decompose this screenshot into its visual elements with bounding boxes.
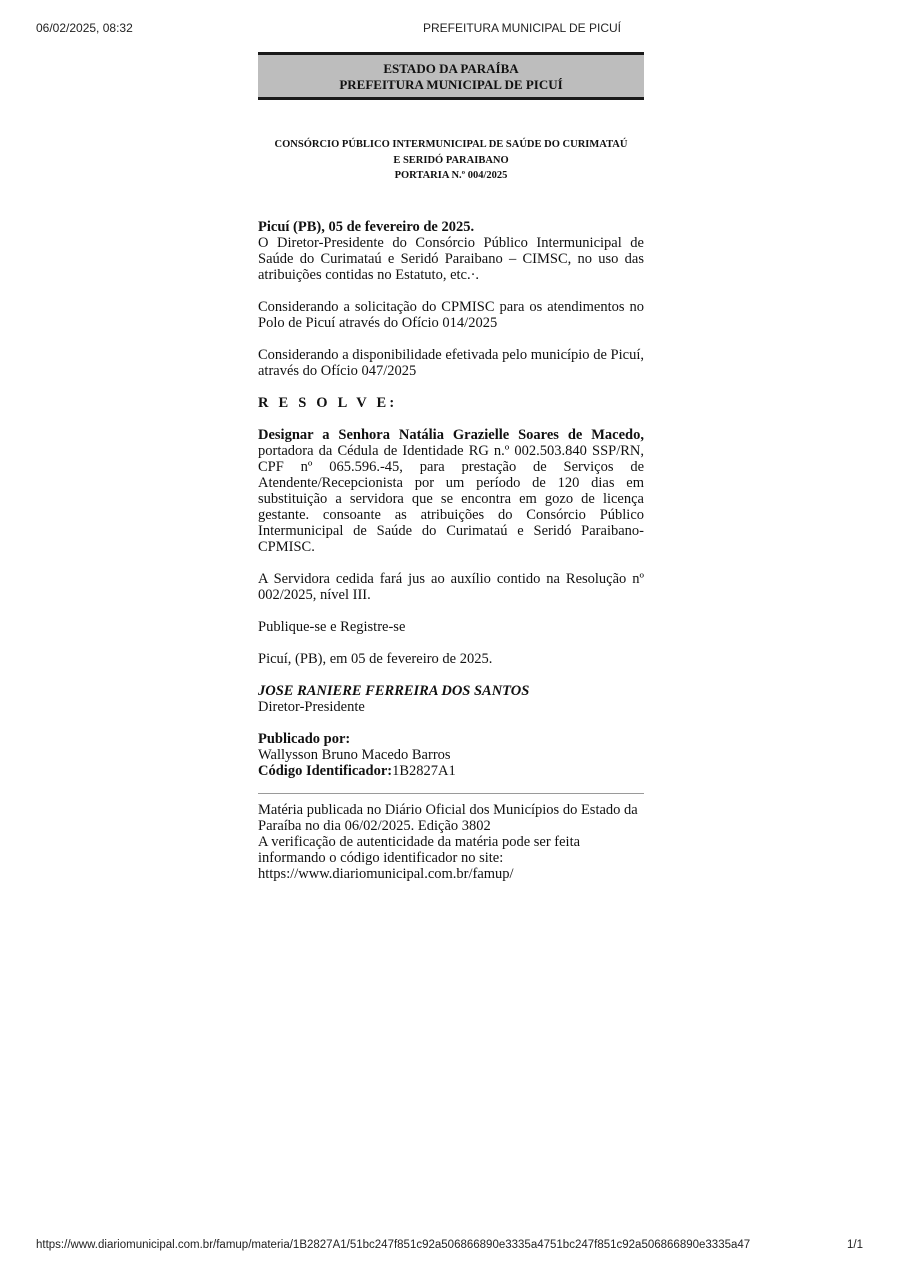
resolve-heading: R E S O L V E: [258, 395, 398, 411]
consortium-name-line1: CONSÓRCIO PÚBLICO INTERMUNICIPAL DE SAÚDE DO CURIMATAÚ [274, 139, 628, 150]
identifier-code-line [258, 763, 644, 779]
page-url: https://www.diariomunicipal.com.br/famup/materia/1B2827A1/51bc247f851c92a506866890e3335a4751bc247f851c92a506866890e3335a47 [36, 1239, 751, 1251]
publisher-name: Wallysson Bruno Macedo Barros [258, 747, 451, 763]
municipality-name: PREFEITURA MUNICIPAL DE PICUÍ [339, 77, 563, 92]
designation-text: portadora da Cédula de Identidade RG n.º 002.503.840 SSP/RN, CPF nº 065.596.-45, para prestação de Serviços de Atendente/Recepcionista por um período de 120 dias em substituição a servidora que se encontra em gozo de licença gestante. consoante as atribuições do Consórcio Público Intermunicipal de Saúde do Curimataú e Seridó Paraibano-CPMISC. [258, 443, 644, 555]
publication-note-line1: Matéria publicada no Diário Oficial dos Municípios do Estado da Paraíba no dia 06/02/2025. Edição 3802 [258, 802, 638, 834]
publique-line: Publique-se e Registre-se [258, 619, 406, 635]
publication-note [258, 802, 644, 882]
consortium-name-line2: E SERIDÓ PARAIBANO [393, 154, 509, 166]
document-body [258, 219, 644, 882]
considering-paragraph-2: Considerando a disponibilidade efetivada pelo município de Picuí, através do Ofício 047/2025 [258, 347, 644, 379]
published-by-label: Publicado por: [258, 731, 351, 747]
date-line: Picuí (PB), 05 de fevereiro de 2025. [258, 219, 475, 235]
auxilio-paragraph: A Servidora cedida fará jus ao auxílio contido na Resolução nº 002/2025, nível III. [258, 571, 644, 603]
signer-title: Diretor-Presidente [258, 699, 365, 715]
identifier-code-label: Código Identificador: [258, 763, 393, 779]
state-name: ESTADO DA PARAÍBA [383, 61, 519, 76]
page-number: 1/1 [847, 1239, 863, 1251]
print-footer [0, 1239, 900, 1255]
portaria-number: PORTARIA N.º 004/2025 [394, 170, 508, 181]
print-datetime: 06/02/2025, 08:32 [36, 21, 133, 35]
print-title: PREFEITURA MUNICIPAL DE PICUÍ [422, 21, 622, 35]
state-header-box [258, 52, 644, 100]
print-header [0, 21, 900, 37]
identifier-code: 1B2827A1 [392, 763, 456, 779]
document-title-block [258, 137, 644, 184]
designation-lead: Designar a Senhora Natália Grazielle Soares de Macedo, [258, 427, 644, 443]
designation-paragraph [258, 427, 644, 555]
publication-note-line2: A verificação de autenticidade da matéria pode ser feita informando o código identificador no site: [258, 834, 581, 866]
intro-paragraph: O Diretor-Presidente do Consórcio Público Intermunicipal de Saúde do Curimataú e Seridó Paraibano – CIMSC, no uso das atribuições contidas no Estatuto, etc.·. [258, 235, 644, 283]
verification-url: https://www.diariomunicipal.com.br/famup/ [258, 866, 514, 882]
considering-paragraph-1: Considerando a solicitação do CPMISC para os atendimentos no Polo de Picuí através do Ofício 014/2025 [258, 299, 644, 331]
signer-name: JOSE RANIERE FERREIRA DOS SANTOS [258, 683, 530, 699]
closing-date: Picuí, (PB), em 05 de fevereiro de 2025. [258, 651, 493, 667]
